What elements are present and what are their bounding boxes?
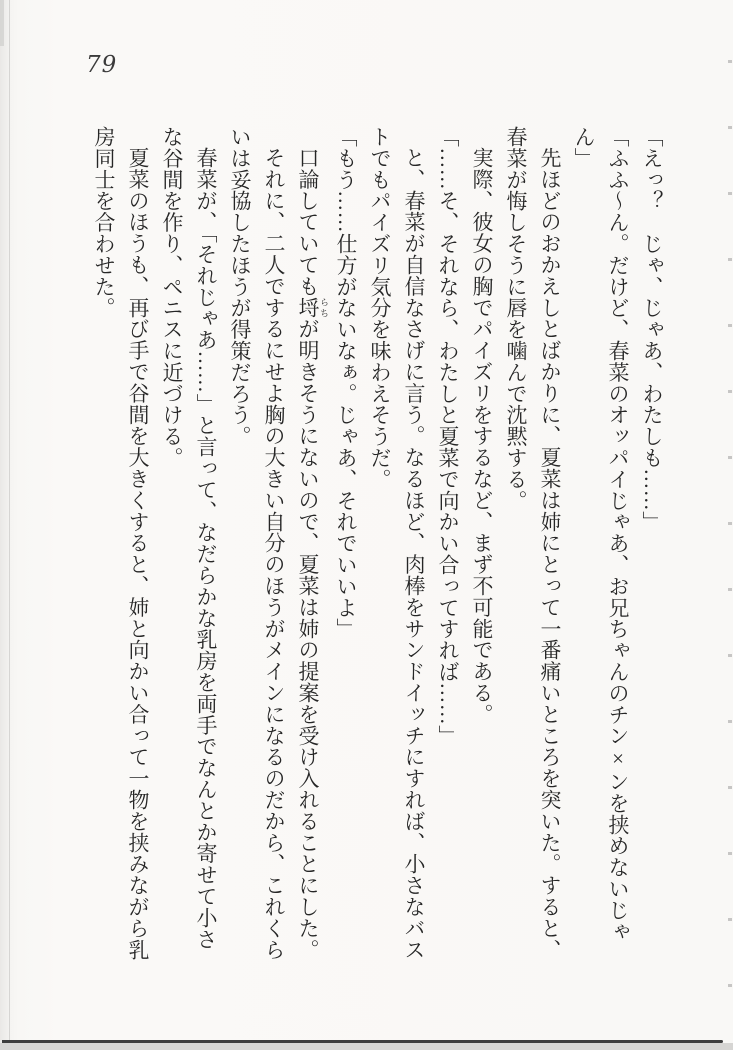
paragraph-dialogue: 「もう……仕方がないなぁ。じゃあ、それでいいよ」 — [334, 126, 358, 640]
paragraph-narration: 先ほどのおかえしとばかりに、夏菜は姉にとって一番痛いところを突いた。すると、春菜が悔しそうに唇を噛んで沈黙する。 — [504, 126, 562, 961]
ruby-after-text: が明きそうにないので、夏菜は姉の提案を受け入れることにした。 — [296, 318, 320, 961]
paragraph-dialogue: 「ふふ～ん。だけど、春菜のオッパイじゃあ、お兄ちゃんのチン×ンを挟めないじゃん」 — [572, 126, 630, 943]
ruby-before-text: 口論していても — [296, 147, 320, 297]
paragraph-narration: と、春菜が自信なさげに言う。なるほど、肉棒をサンドイッチにすれば、小さなバストでもパイズリ気分を味わえそうだ。 — [368, 126, 426, 961]
page-number: 79 — [86, 52, 118, 78]
paragraph-narration: それに、二人でするにせよ胸の大きい自分のほうがメインになるのだから、これくらいは妥協したほうが得策だろう。 — [228, 126, 286, 961]
paragraph-narration: 春菜が、「それじゃあ……」と言って、なだらかな乳房を両手でなんとか寄せて小さな谷間を作り、ペニスに近づける。 — [160, 126, 218, 950]
scan-corner-mark — [0, 0, 4, 46]
paragraph-dialogue: 「えっ？ じゃ、じゃあ、わたしも……」 — [640, 126, 664, 533]
page-text — [87, 126, 669, 964]
bottom-scan-band — [0, 1043, 733, 1050]
paragraph-narration: 夏菜のほうも、再び手で谷間を大きくすると、姉と向かい合って一物を挟みながら乳房同士を合わせた。 — [92, 126, 150, 961]
ruby-furigana: らち — [319, 296, 329, 319]
paragraph-narration: 実際、彼女の胸でパイズリをするなど、まず不可能である。 — [470, 147, 494, 725]
scan-noise-right-edge — [728, 0, 732, 1040]
page-edge-shadow — [0, 0, 10, 1050]
ruby-base: 埒 — [296, 296, 320, 319]
paragraph-narration-with-ruby — [291, 126, 329, 964]
paragraph-dialogue: 「……そ、それなら、わたしと夏菜で向かい合ってすれば……」 — [436, 126, 460, 747]
ruby-annotation — [296, 296, 329, 319]
